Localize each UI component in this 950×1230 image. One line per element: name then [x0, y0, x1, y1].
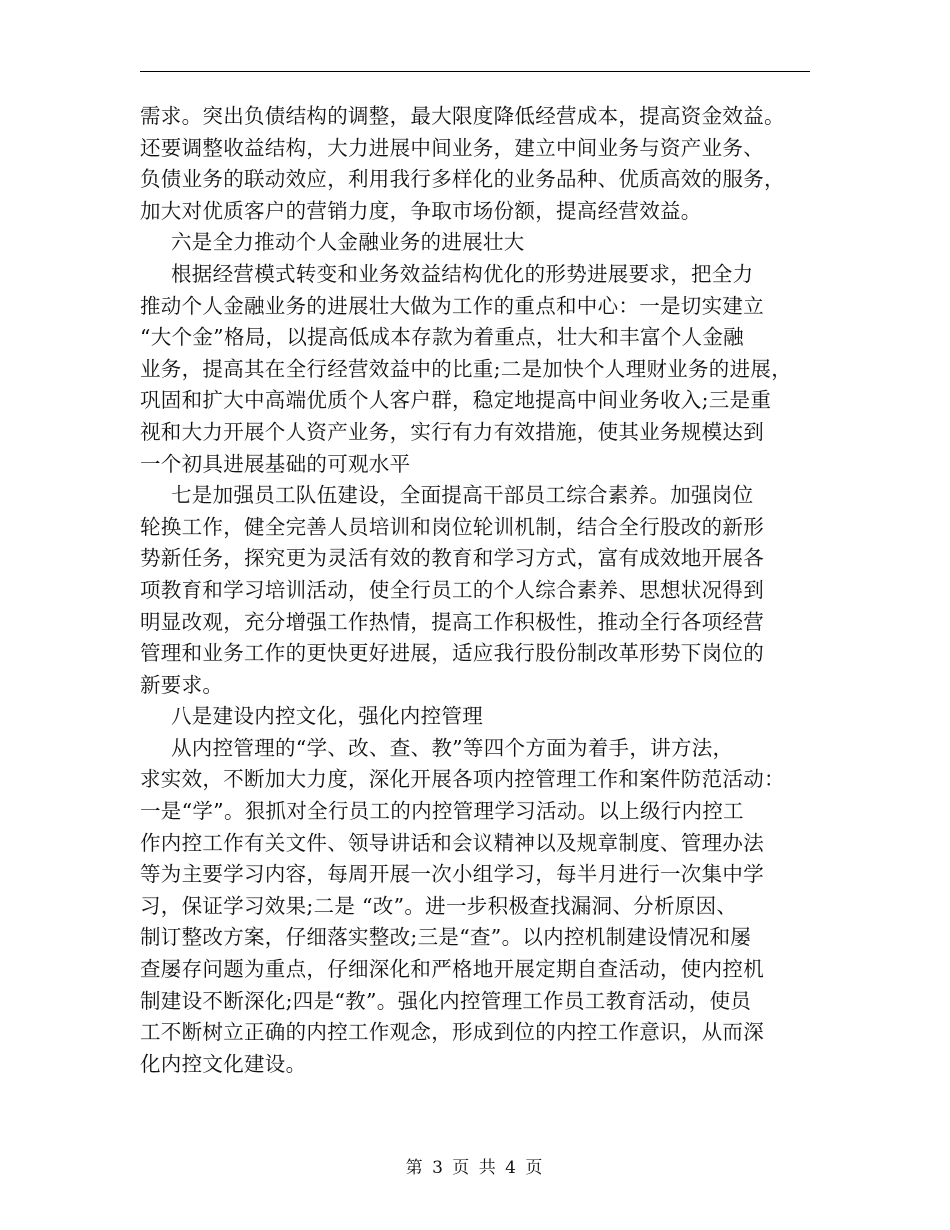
text-line: 势新任务，探究更为灵活有效的教育和学习方式，富有成效地开展各: [140, 546, 764, 571]
text-line: 明显改观，充分增强工作热情，提高工作积极性，推动全行各项经营: [140, 609, 764, 634]
section-heading: 六是全力推动个人金融业务的进展壮大: [171, 230, 525, 255]
header-rule: [140, 71, 810, 72]
text-line: 加大对优质客户的营销力度，争取市场份额，提高经营效益。: [140, 198, 702, 223]
text-line: 七是加强员工队伍建设，全面提高干部员工综合素养。加强岗位: [171, 483, 754, 508]
text-line: 还要调整收益结构，大力进展中间业务，建立中间业务与资产业务、: [140, 135, 764, 160]
text-line: 业务，提高其在全行经营效益中的比重;二是加快个人理财业务的进展，: [140, 356, 793, 381]
text-line: 从内控管理的“学、改、查、教”等四个方面为着手，讲方法，: [171, 735, 734, 760]
section-heading: 八是建设内控文化，强化内控管理: [171, 704, 483, 729]
text-line: 管理和业务工作的更快更好进展，适应我行股份制改革形势下岗位的: [140, 641, 764, 666]
text-line: “大个金”格局，以提高低成本存款为着重点，壮大和丰富个人金融: [140, 325, 744, 350]
text-line: 查屡存问题为重点，仔细深化和严格地开展定期自查活动，使内控机: [140, 957, 764, 982]
text-line: 习，保证学习效果;二是 “改”。进一步积极查找漏洞、分析原因、: [140, 893, 738, 918]
body-text: [140, 101, 820, 1080]
text-line: 轮换工作，健全完善人员培训和岗位轮训机制，结合全行股改的新形: [140, 514, 764, 539]
text-line: 制建设不断深化;四是“教”。强化内控管理工作员工教育活动，使员: [140, 988, 752, 1013]
text-line: 需求。突出负债结构的调整，最大限度降低经营成本，提高资金效益。: [140, 104, 785, 128]
text-line: 视和大力开展个人资产业务，实行有力有效措施，使其业务规模达到: [140, 419, 764, 444]
text-line: 工不断树立正确的内控工作观念，形成到位的内控工作意识，从而深: [140, 1020, 764, 1045]
text-line: 负债业务的联动效应，利用我行多样化的业务品种、优质高效的服务，: [140, 167, 785, 192]
text-line: 求实效，不断加大力度，深化开展各项内控管理工作和案件防范活动：: [140, 767, 785, 792]
text-line: 项教育和学习培训活动，使全行员工的个人综合素养、思想状况得到: [140, 577, 764, 602]
text-line: 推动个人金融业务的进展壮大做为工作的重点和中心：一是切实建立: [140, 293, 764, 318]
text-line: 巩固和扩大中高端优质个人客户群，稳定地提高中间业务收入;三是重: [140, 388, 772, 413]
text-line: 根据经营模式转变和业务效益结构优化的形势进展要求，把全力: [171, 261, 754, 286]
text-line: 制订整改方案，仔细落实整改;三是“查”。以内控机制建设情况和屡: [140, 925, 752, 950]
text-line: 一是“学”。狠抓对全行员工的内控管理学习活动。以上级行内控工: [140, 799, 744, 824]
text-line: 新要求。: [140, 672, 224, 697]
text-line: 化内控文化建设。: [140, 1051, 307, 1076]
text-line: 作内控工作有关文件、领导讲话和会议精神以及规章制度、管理办法: [140, 830, 764, 855]
text-line: 等为主要学习内容，每周开展一次小组学习，每半月进行一次集中学: [140, 862, 764, 887]
page-footer: 第 3 页 共 4 页: [405, 1158, 545, 1178]
text-line: 一个初具进展基础的可观水平: [140, 451, 411, 476]
